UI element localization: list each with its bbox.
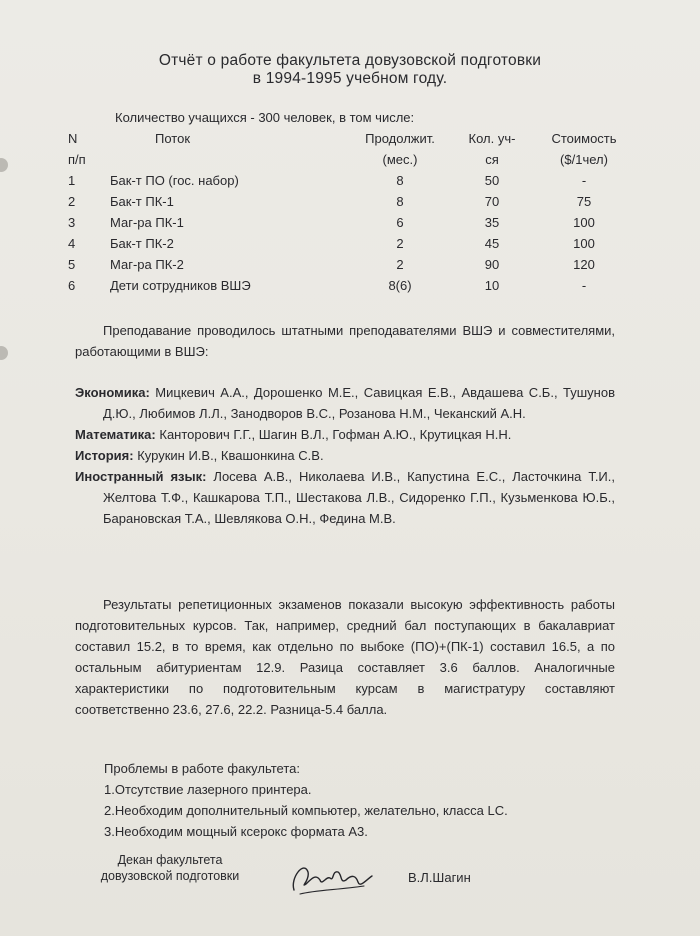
header-students: Кол. уч-: [468, 131, 516, 146]
problem-item: 3.Необходим мощный ксерокс формата А3.: [104, 824, 368, 839]
signer-line2: довузовской подготовки: [100, 869, 240, 883]
row-num: 5: [68, 257, 76, 272]
teacher-group: [75, 445, 615, 466]
student-count: Количество учащихся - 300 человек, в том числе:: [115, 110, 415, 125]
teaching-intro: Преподавание проводилось штатными преподавателями ВШЭ и совместителями, работающими в ВШЭ:: [75, 323, 615, 359]
teacher-names: Мицкевич А.А., Дорошенко М.Е., Савицкая Е.В., Авдашева С.Б., Тушунов Д.Ю., Любимов Л.Л., Занодворов В.С., Розанова Н.М., Чеканский А.Н.: [103, 385, 615, 421]
row-students: 35: [484, 215, 500, 230]
table-row: [68, 170, 639, 191]
subject-label: Экономика:: [75, 385, 150, 400]
row-stream: Маг-ра ПК-2: [110, 257, 184, 272]
header-stream: Поток: [155, 131, 191, 146]
row-cost: 100: [573, 236, 595, 251]
teacher-names: Канторович Г.Г., Шагин В.Л., Гофман А.Ю., Крутицкая Н.Н.: [159, 427, 512, 442]
row-cost: 75: [576, 194, 592, 209]
row-duration: 8: [396, 194, 404, 209]
row-students: 90: [484, 257, 500, 272]
teachers-list: [75, 382, 615, 529]
handwritten-signature: [286, 850, 376, 900]
row-stream: Бак-т ПО (гос. набор): [110, 173, 239, 188]
teacher-group: [75, 466, 615, 529]
signer-line1: Декан факультета: [117, 853, 223, 867]
row-num: 6: [68, 278, 76, 293]
row-num: 4: [68, 236, 76, 251]
signer-title: [75, 852, 265, 884]
problem-item: 2.Необходим дополнительный компьютер, желательно, класса LC.: [104, 803, 508, 818]
row-cost: -: [581, 173, 587, 188]
header-duration-sub: (мес.): [382, 152, 418, 167]
row-duration: 8(6): [388, 278, 412, 293]
teacher-names: Курукин И.В., Квашонкина С.В.: [137, 448, 324, 463]
row-students: 45: [484, 236, 500, 251]
table-row: [68, 191, 639, 212]
row-cost: -: [581, 278, 587, 293]
row-duration: 2: [396, 257, 404, 272]
header-students-sub: ся: [485, 152, 499, 167]
results-paragraph: Результаты репетиционных экзаменов показали высокую эффективность работы подготовительных курсов. Так, например, средний бал поступающих в бакалавриат составил 15.2, в то время, как отдельно по выбоке (ПО)+(ПК-1) составил 16.5, а по остальным абитуриентам 12.9. Разица составляет 3.6 баллов. Аналогичные характеристики по подготовительным курсам в магистратуру составляют соответственно 23.6, 27.6, 22.2. Разница-5.4 балла.: [75, 597, 615, 717]
row-students: 50: [484, 173, 500, 188]
row-students: 70: [484, 194, 500, 209]
header-num: N: [68, 131, 78, 146]
row-stream: Бак-т ПК-1: [110, 194, 174, 209]
teacher-group: [75, 424, 615, 445]
row-stream: Маг-ра ПК-1: [110, 215, 184, 230]
table-header-row: [68, 149, 639, 170]
signer-name: В.Л.Шагин: [408, 870, 471, 885]
punch-hole: [0, 346, 8, 360]
problems-section: [104, 758, 508, 842]
table-row: [68, 254, 639, 275]
row-cost: 120: [573, 257, 595, 272]
problem-item: 1.Отсутствие лазерного принтера.: [104, 782, 312, 797]
problems-heading: Проблемы в работе факультета:: [104, 761, 300, 776]
row-stream: Дети сотрудников ВШЭ: [110, 278, 251, 293]
row-duration: 2: [396, 236, 404, 251]
punch-hole: [0, 158, 8, 172]
header-cost: Стоимость: [551, 131, 617, 146]
report-title-line2: в 1994-1995 учебном году.: [252, 70, 448, 87]
courses-table: [68, 128, 639, 296]
row-stream: Бак-т ПК-2: [110, 236, 174, 251]
table-row: [68, 212, 639, 233]
table-header-row: [68, 128, 639, 149]
row-num: 1: [68, 173, 76, 188]
subject-label: Математика:: [75, 427, 156, 442]
header-num-sub: п/п: [68, 152, 86, 167]
row-num: 3: [68, 215, 76, 230]
subject-label: Иностранный язык:: [75, 469, 207, 484]
teacher-names: Лосева А.В., Николаева И.В., Капустина Е.С., Ласточкина Т.И., Желтова Т.Ф., Кашкарова Т.П., Шестакова Л.В., Сидоренко Г.П., Кузьменкова Ю.Б., Барановская Т.А., Шевлякова О.Н., Федина М.В.: [103, 469, 616, 526]
table-row: [68, 275, 639, 296]
subject-label: История:: [75, 448, 134, 463]
row-cost: 100: [573, 215, 595, 230]
teacher-group: [75, 382, 615, 424]
header-cost-sub: ($/1чел): [560, 152, 608, 167]
row-duration: 8: [396, 173, 404, 188]
header-duration: Продолжит.: [365, 131, 435, 146]
row-num: 2: [68, 194, 76, 209]
table-row: [68, 233, 639, 254]
row-duration: 6: [396, 215, 404, 230]
report-title-line1: Отчёт о работе факультета довузовской подготовки: [158, 52, 542, 69]
row-students: 10: [484, 278, 500, 293]
